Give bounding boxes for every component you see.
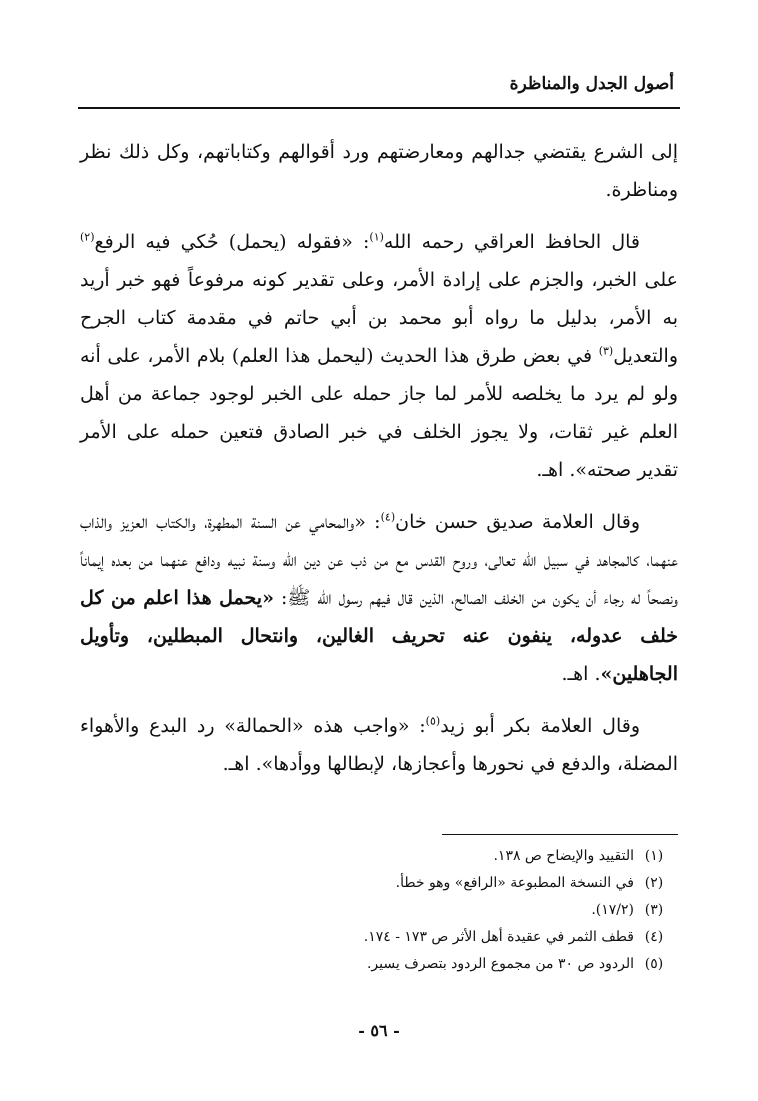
footnote-3 xyxy=(114,897,674,924)
footnote-number: (٤) xyxy=(644,929,664,945)
header-rule xyxy=(78,107,680,109)
paragraph-4 xyxy=(80,707,678,783)
paragraph-3-part-c: . اهـ. xyxy=(561,663,601,685)
paragraph-2-part-a: قال الحافظ العراقي رحمه الله xyxy=(383,231,640,253)
paragraph-3-part-b: : «والمحامي عن السنة المطهرة، والكتاب العزيز والذاب عنهما، كالمجاهد في سبيل الله تعالى، وروح القدس مع من ذب عن دين الله وسنة نبيه ودافع عنهما من بعده إيماناً ونصحاً له رجاء أن يكون من الخلف الصالح، الذين قال فيهم رسول الله ﷺ: xyxy=(80,511,678,609)
footnote-5 xyxy=(114,951,674,978)
footnote-ref-3: (٣) xyxy=(598,344,614,358)
footnotes xyxy=(114,843,674,978)
footnote-2 xyxy=(114,870,674,897)
paragraph-2-part-d: في بعض طرق هذا الحديث (ليحمل هذا العلم) بلام الأمر، على أنه ولو لم يرد ما يخلصه للأمر لما جاز حمله على الخبر لوجود جماعة من أهل العلم غير ثقات، ولا يجوز الخلف في خبر الصادق فتعين حمله على الأمر تقدير صحته». اهـ. xyxy=(80,345,678,481)
footnote-1 xyxy=(114,843,674,870)
footnote-ref-2: (٢) xyxy=(80,230,95,244)
footnote-number: (٣) xyxy=(644,902,664,918)
paragraph-3 xyxy=(80,503,678,693)
footnote-text: الردود ص ٣٠ من مجموع الردود بتصرف يسير. xyxy=(366,956,634,972)
footnote-ref-5: (٥) xyxy=(425,714,441,728)
footnote-number: (٥) xyxy=(644,956,664,972)
paragraph-1: إلى الشرع يقتضي جدالهم ومعارضتهم ورد أقوالهم وكتاباتهم، وكل ذلك نظر ومناظرة. xyxy=(80,141,678,201)
footnote-text: (١٧/٢). xyxy=(591,902,634,918)
footnote-4 xyxy=(114,924,674,951)
footnote-number: (٢) xyxy=(644,875,664,891)
footnote-ref-1: (١) xyxy=(369,230,384,244)
paragraph-3-part-a: وقال العلامة صديق حسن خان xyxy=(395,511,640,533)
footnote-rule xyxy=(442,834,678,835)
paragraph-4-part-a: وقال العلامة بكر أبو زيد xyxy=(440,715,641,737)
paragraph-2 xyxy=(80,223,678,489)
main-text xyxy=(80,133,678,797)
footnote-ref-4: (٤) xyxy=(380,510,396,524)
footnote-text: التقييد والإيضاح ص ١٣٨. xyxy=(493,848,634,864)
footnote-text: قطف الثمر في عقيدة أهل الأثر ص ١٧٣ - ١٧٤. xyxy=(363,929,634,945)
footnote-number: (١) xyxy=(644,848,664,864)
paragraph-4-part-b: : «واجب هذه «الحمالة» رد البدع والأهواء المضلة، والدفع في نحورها وأعجازها، لإبطالها ووأدها». اهـ. xyxy=(80,715,678,775)
paragraph-2-part-c: على الخبر، والجزم على إرادة الأمر، وعلى تقدير كونه مرفوعاً فهو خبر أريد به الأمر، بدليل ما رواه أبو محمد بن أبي حاتم في مقدمة كتاب الجرح والتعديل xyxy=(80,269,678,367)
paragraph-2-part-b: : «فقوله (يحمل) حُكي فيه الرفع xyxy=(94,231,370,253)
running-header: أصول الجدل والمناظرة xyxy=(509,74,674,94)
hadith-quote: «يحمل هذا اعلم من كل خلف عدوله، ينفون عنه تحريف الغالين، وانتحال المبطلين، وتأويل الجاهلين» xyxy=(80,587,678,685)
page-number: - ٥٦ - xyxy=(358,1021,400,1040)
footnote-text: في النسخة المطبوعة «الرافع» وهو خطأ. xyxy=(395,875,634,891)
